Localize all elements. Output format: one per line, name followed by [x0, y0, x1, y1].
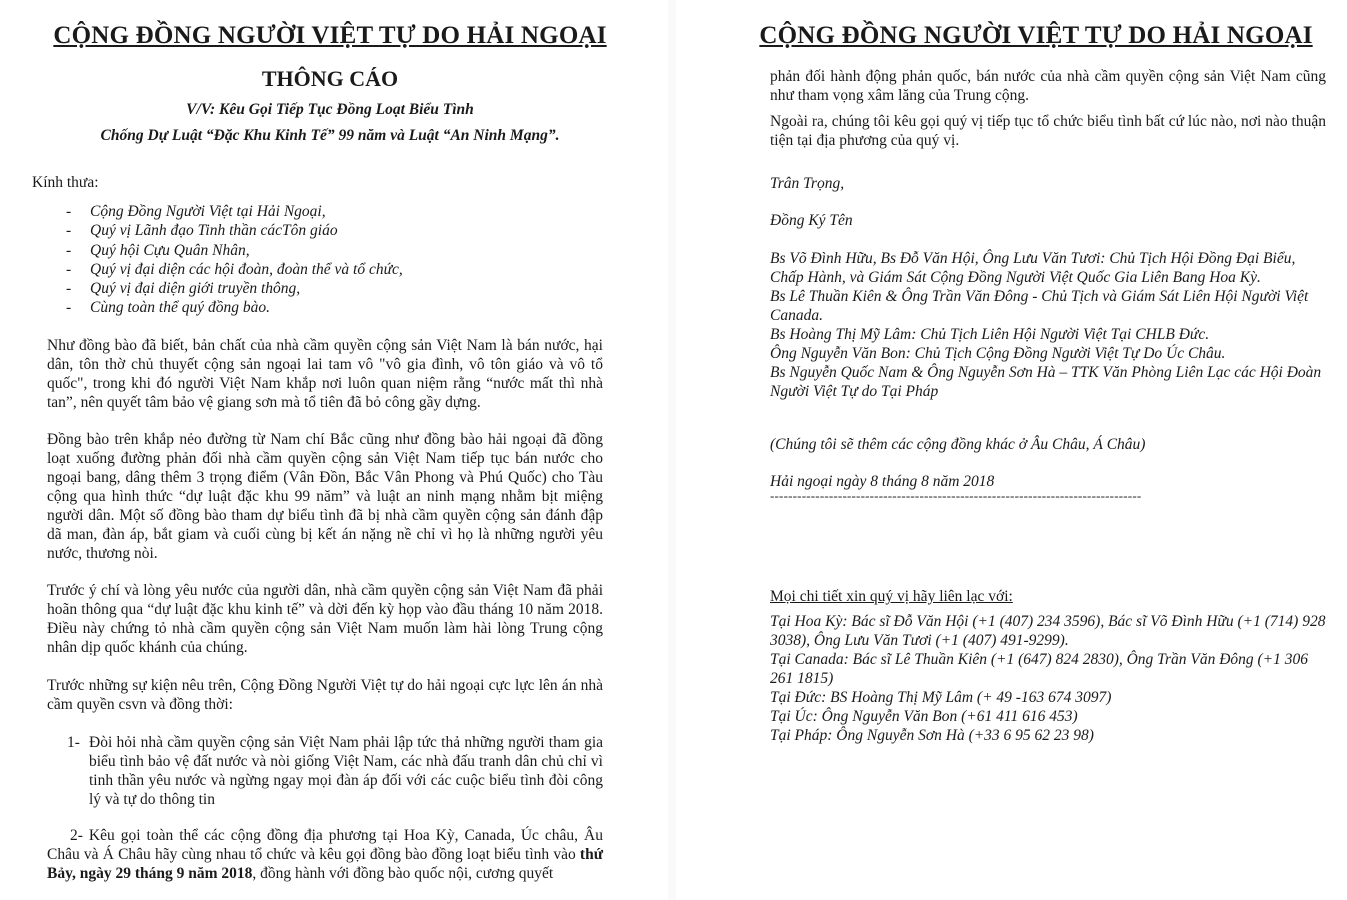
notice-title: THÔNG CÁO — [261, 66, 399, 91]
call-paragraph: Ngoài ra, chúng tôi kêu gọi quý vị tiếp tục tổ chức biểu tình bất cứ lúc nào, nơi nào thuận tiện tại địa phương của quý vị. — [770, 113, 1326, 149]
signer-item: Ông Nguyễn Văn Bon: Chủ Tịch Cộng Đồng Người Việt Tự Do Úc Châu. — [770, 345, 1226, 362]
subject-line-1: V/V: Kêu Gọi Tiếp Tục Đồng Loạt Biểu Tình — [186, 101, 474, 118]
org-title-left: CỘNG ĐỒNG NGƯỜI VIỆT TỰ DO HẢI NGOẠI — [53, 22, 607, 49]
recipient-item: - Cộng Đồng Người Việt tại Hải Ngoại, — [66, 203, 326, 220]
closing: Trân Trọng, — [770, 175, 845, 192]
protest-date: thứ Bảy, ngày 29 tháng 9 năm 2018 — [47, 846, 603, 882]
contact-item: Tại Canada: Bác sĩ Lê Thuần Kiên (+1 (647) 824 2830), Ông Trần Văn Đông (+1 306 261 1815) — [770, 651, 1309, 687]
page-gutter — [668, 0, 676, 900]
separator-line: ---------------------------------------------------------------------------------- — [770, 488, 1142, 503]
signer-item: Bs Nguyễn Quốc Nam & Ông Nguyễn Sơn Hà – TTK Văn Phòng Liên Lạc các Hội Đoàn Người Việt Tự do Tại Pháp — [770, 364, 1322, 400]
contact-item: Tại Pháp: Ông Nguyễn Sơn Hà (+33 6 95 62 23 98) — [770, 727, 1094, 744]
date-line: Hải ngoại ngày 8 tháng 8 năm 2018 — [770, 473, 995, 490]
org-title-right: CỘNG ĐỒNG NGƯỜI VIỆT TỰ DO HẢI NGOẠI — [759, 22, 1313, 49]
body-paragraph-3: Trước ý chí và lòng yêu nước của người dân, nhà cầm quyền cộng sản Việt Nam đã phải hoãn thông qua “dự luật đặc khu kinh tế” và dời đến kỳ họp vào đầu tháng 10 năm 2018. Điều này chứng tỏ nhà cầm quyền cộng sản Việt Nam muốn làm hài lòng Trung cộng nhân dịp quốc khánh của chúng. — [47, 582, 603, 656]
contact-item: Tại Hoa Kỳ: Bác sĩ Đỗ Văn Hội (+1 (407) 234 3596), Bác sĩ Võ Đình Hữu (+1 (714) 928 3038), Ông Lưu Văn Tươi (+1 (407) 491-9299). — [770, 613, 1326, 649]
cosign-heading: Đồng Ký Tên — [770, 212, 853, 229]
recipient-list — [66, 202, 403, 318]
contact-item: Tại Đức: BS Hoàng Thị Mỹ Lâm (+ 49 -163 674 3097) — [770, 689, 1112, 706]
recipient-item: - Quý hội Cựu Quân Nhân, — [66, 241, 250, 259]
subject-line-2: Chống Dự Luật “Đặc Khu Kinh Tế” 99 năm và Luật “An Ninh Mạng”. — [100, 127, 560, 144]
recipient-item: - Quý vị đại diện các hội đoàn, đoàn thể và tổ chức, — [66, 260, 403, 278]
recipient-item: - Cùng toàn thể quý đồng bào. — [66, 299, 270, 317]
signer-item: Bs Lê Thuần Kiên & Ông Trần Văn Đông - Chủ Tịch và Giám Sát Liên Hội Người Việt Canada. — [770, 288, 1309, 324]
body-paragraph-4: Trước những sự kiện nêu trên, Cộng Đồng Người Việt tự do hải ngoại cực lực lên án nhà cầm quyền csvn và đồng thời: — [47, 677, 603, 713]
continuation-paragraph: phản đối hành động phản quốc, bán nước của nhà cầm quyền cộng sản Việt Nam cũng như tham vọng xâm lăng của Trung cộng. — [770, 68, 1326, 104]
signer-item: Bs Hoàng Thị Mỹ Lâm: Chủ Tịch Liên Hội Người Việt Tại CHLB Đức. — [770, 326, 1210, 343]
demand-number: 1- — [67, 734, 80, 751]
demand-item-2: 2- Kêu gọi toàn thể các cộng đồng địa phương tại Hoa Kỳ, Canada, Úc châu, Âu Châu và Á Châu hãy cùng nhau tổ chức và kêu gọi đồng bào đồng loạt biểu tình vào thứ Bảy, ngày 29 tháng 9 năm 2018, đồng hành với đồng bào quốc nội, cương quyết — [47, 827, 603, 882]
contact-list — [770, 612, 1326, 745]
contact-heading: Mọi chi tiết xin quý vị hãy liên lạc với: — [770, 588, 1013, 605]
contact-item: Tại Úc: Ông Nguyễn Văn Bon (+61 411 616 453) — [770, 708, 1078, 725]
demand-text: Đòi hỏi nhà cầm quyền cộng sản Việt Nam phải lập tức thả những người tham gia biểu tình bảo vệ đất nước và nòi giống Việt Nam, các nhà đấu tranh dân chủ chỉ vì tinh thần yêu nước và ngừng ngay mọi đàn áp đối với các cuộc biểu tình đòi công lý và tự do thông tin — [89, 734, 603, 808]
signer-list — [770, 249, 1326, 401]
salutation: Kính thưa: — [32, 174, 99, 191]
body-paragraph-1: Như đồng bào đã biết, bản chất của nhà cầm quyền cộng sản Việt Nam là bán nước, hại dân, tôn thờ chủ thuyết cộng sản ngoại lai tam vô "vô gia đình, vô tôn giáo và vô tổ quốc", trong khi đó người Việt Nam khắp nơi luôn quan niệm rằng “nước mất thì nhà tan”, nên quyết tâm bảo vệ giang sơn mà tổ tiên đã bỏ công gầy dựng. — [47, 337, 603, 411]
recipient-item: - Quý vị đại diện giới truyền thông, — [66, 280, 301, 298]
more-communities-note: (Chúng tôi sẽ thêm các cộng đồng khác ở Âu Châu, Á Châu) — [770, 436, 1146, 453]
body-paragraph-2: Đồng bào trên khắp nẻo đường từ Nam chí Bắc cũng như đồng bào hải ngoại đã đồng loạt xuống đường phản đối nhà cầm quyền cộng sản Việt Nam tiếp tục bán nước cho ngoại bang, dâng thêm 3 trọng điểm (Vân Đồn, Bắc Vân Phong và Phú Quốc) cho Tàu cộng qua hình thức “dự luật đặc khu 99 năm” và luật an ninh mạng nhằm bịt miệng người dân. Một số đồng bào tham dự biểu tình đã bị nhà cầm quyền cộng sản đánh đập dã man, đàn áp, bắt giam và cuối cùng bị kết án nặng nề chỉ vì họ là những người yêu nước, thương nòi. — [47, 431, 603, 562]
recipient-item: - Quý vị Lãnh đạo Tinh thần cácTôn giáo — [66, 222, 338, 240]
demand-item-1 — [67, 733, 603, 809]
signer-item: Bs Võ Đình Hữu, Bs Đỗ Văn Hội, Ông Lưu Văn Tươi: Chủ Tịch Hội Đồng Đại Biểu, Chấp Hành, và Giám Sát Cộng Đồng Người Việt Quốc Gia Liên Bang Hoa Kỳ. — [770, 250, 1296, 286]
